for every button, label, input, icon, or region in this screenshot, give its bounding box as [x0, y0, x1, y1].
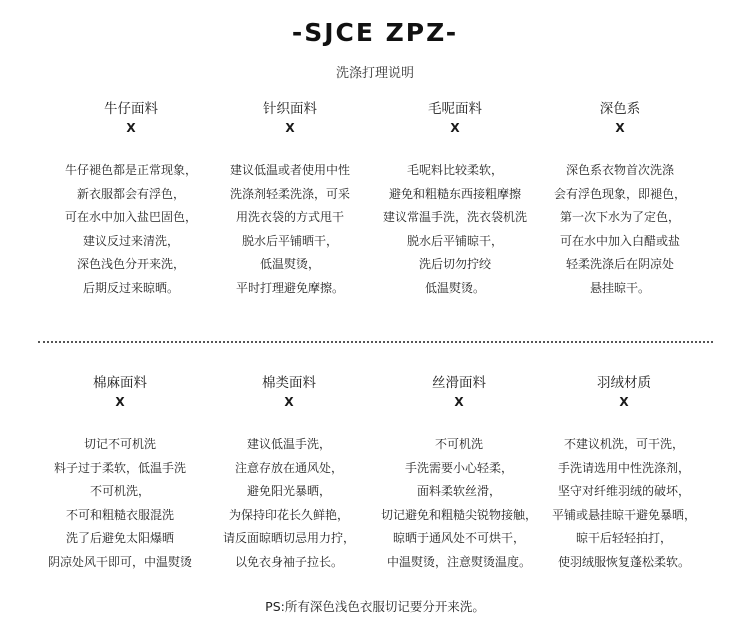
fabric-mark: X	[450, 121, 460, 135]
instruction-line: 深色浅色分开来洗，	[76, 257, 185, 272]
instruction-line: 洗涤剂轻柔洗涤，可采	[229, 186, 350, 201]
instruction-line: 避免阳光暴晒，	[246, 484, 331, 499]
instruction-line: 低温熨烫，	[259, 257, 320, 272]
instruction-line: 悬挂晾干。	[589, 280, 650, 295]
instruction-line: 建议常温手洗，洗衣袋机洗	[382, 210, 527, 225]
instruction-line: 切记不可机洗	[83, 437, 156, 451]
instruction-line: 注意存放在通风处，	[234, 460, 343, 475]
fabric-card-wool	[371, 100, 539, 301]
instruction-line: 不建议机洗，可干洗，	[563, 437, 684, 451]
instruction-line: 新衣服都会有浮色，	[76, 186, 185, 201]
instruction-line: 会有浮色现象，即褪色，	[553, 186, 686, 201]
fabric-card-silky	[375, 374, 543, 575]
instruction-line: 不可机洗	[434, 437, 483, 451]
fabric-name: 牛仔面料	[104, 101, 158, 117]
instruction-line: 建议低温或者使用中性	[229, 163, 350, 177]
fabric-name: 棉麻面料	[93, 375, 147, 391]
brand-title: -SJCE ZPZ-	[291, 18, 459, 47]
instruction-line: 用洗衣袋的方式甩干	[235, 210, 344, 225]
fabric-mark: X	[285, 121, 295, 135]
fabric-instructions	[36, 433, 204, 575]
dotted-divider	[38, 341, 713, 343]
fabric-name: 深色系	[599, 101, 641, 117]
fabric-card-knit	[206, 100, 374, 301]
instruction-line: 毛呢料比较柔软，	[406, 163, 503, 177]
instruction-line: 可在水中加入盐巴固色，	[64, 210, 197, 225]
instruction-line: 牛仔褪色都是正常现象，	[64, 163, 197, 177]
fabric-instructions	[206, 159, 374, 301]
instruction-line: 为保持印花长久鲜艳，	[228, 507, 349, 522]
fabric-mark: X	[126, 121, 136, 135]
page-subtitle: 洗涤打理说明	[335, 66, 414, 81]
instruction-line: 建议低温手洗，	[246, 437, 331, 451]
instruction-line: 请反面晾晒切忌用力拧，	[222, 531, 355, 546]
instruction-line: 以免衣身袖子拉长。	[234, 554, 343, 569]
instruction-line: 晾干后轻轻拍打，	[575, 531, 672, 546]
instruction-line: 深色系衣物首次洗涤	[565, 163, 674, 177]
fabric-instructions	[205, 433, 373, 575]
instruction-line: 阴凉处风干即可，中温熨烫	[47, 554, 192, 569]
instruction-line: 平时打理避免摩擦。	[235, 280, 344, 295]
fabric-card-denim	[47, 100, 215, 301]
instruction-line: 手洗请选用中性洗涤剂，	[557, 460, 690, 475]
fabric-mark: X	[619, 395, 629, 409]
fabric-instructions	[536, 159, 704, 301]
fabric-mark: X	[284, 395, 294, 409]
instruction-line: 晾晒于通风处不可烘干，	[392, 531, 525, 546]
instruction-line: 后期反过来晾晒。	[82, 280, 179, 295]
instruction-line: 避免和粗糙东西接粗摩擦	[388, 186, 521, 201]
instruction-line: 切记避免和粗糙尖锐物接触，	[380, 507, 537, 522]
fabric-instructions	[540, 433, 708, 575]
instruction-line: 第一次下水为了定色，	[559, 210, 680, 225]
fabric-card-cotton-linen	[36, 374, 204, 575]
fabric-name: 棉类面料	[262, 375, 316, 391]
instruction-line: 手洗需要小心轻柔，	[404, 460, 513, 475]
instruction-line: 面料柔软丝滑，	[416, 484, 501, 499]
fabric-name: 针织面料	[263, 101, 317, 117]
fabric-instructions	[47, 159, 215, 301]
fabric-mark: X	[115, 395, 125, 409]
instruction-line: 洗了后避免太阳爆晒	[65, 531, 174, 546]
fabric-name: 羽绒材质	[597, 375, 651, 391]
ps-note: PS:所有深色浅色衣服切记要分开来洗。	[265, 599, 485, 614]
instruction-line: 低温熨烫。	[424, 280, 485, 295]
instruction-line: 脱水后平铺晒干，	[241, 233, 338, 248]
fabric-name: 毛呢面料	[428, 101, 482, 117]
fabric-name: 丝滑面料	[432, 375, 486, 391]
fabric-mark: X	[454, 395, 464, 409]
instruction-line: 中温熨烫，注意熨烫温度。	[386, 554, 531, 569]
instruction-line: 轻柔洗涤后在阴凉处	[565, 257, 674, 272]
instruction-line: 平铺或悬挂晾干避免暴晒，	[551, 507, 696, 522]
fabric-mark: X	[615, 121, 625, 135]
instruction-line: 料子过于柔软，低温手洗	[53, 460, 186, 475]
instruction-line: 使羽绒服恢复蓬松柔软。	[557, 554, 690, 569]
fabric-card-cotton	[205, 374, 373, 575]
fabric-card-down	[540, 374, 708, 575]
instruction-line: 不可和粗糙衣服混洗	[65, 507, 174, 522]
instruction-line: 可在水中加入白醋或盐	[559, 233, 680, 248]
instruction-line: 脱水后平铺晾干，	[406, 233, 503, 248]
fabric-instructions	[371, 159, 539, 301]
instruction-line: 建议反过来清洗，	[82, 233, 179, 248]
fabric-card-dark-colors	[536, 100, 704, 301]
instruction-line: 不可机洗，	[89, 484, 150, 499]
instruction-line: 洗后切勿拧绞	[418, 257, 491, 272]
fabric-instructions	[375, 433, 543, 575]
instruction-line: 坚守对纤维羽绒的破坏，	[557, 484, 690, 499]
